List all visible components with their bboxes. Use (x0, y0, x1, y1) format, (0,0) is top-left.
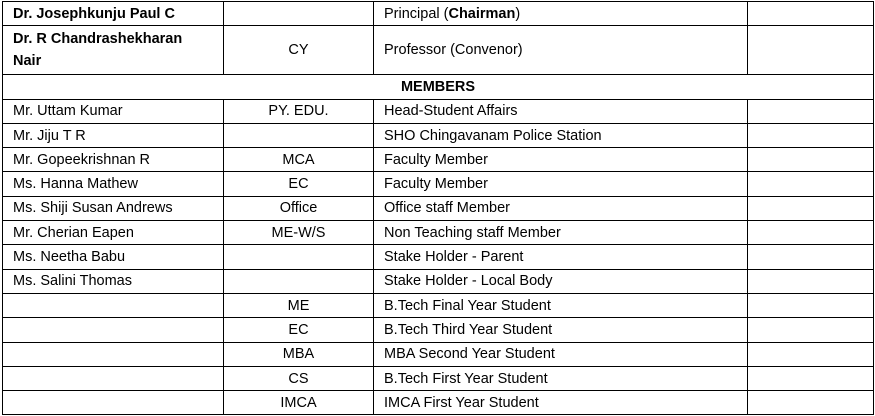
chairman-role-suffix: ) (515, 5, 521, 22)
member-row (3, 391, 874, 415)
empty-cell (748, 391, 874, 415)
chairman-dept (224, 2, 374, 26)
member-row (3, 221, 874, 245)
member-role: Office staff Member (374, 196, 748, 220)
chairman-row (3, 2, 874, 26)
convenor-name: Dr. R Chandrashekharan Nair (3, 26, 224, 75)
member-dept: EC (224, 172, 374, 196)
empty-cell (748, 293, 874, 317)
member-role: Head-Student Affairs (374, 99, 748, 123)
member-row (3, 196, 874, 220)
convenor-row (3, 26, 874, 75)
member-name (3, 366, 224, 390)
member-role: Stake Holder - Parent (374, 245, 748, 269)
member-dept: MCA (224, 148, 374, 172)
member-role: B.Tech Third Year Student (374, 318, 748, 342)
member-row (3, 148, 874, 172)
member-dept: PY. EDU. (224, 99, 374, 123)
member-dept (224, 245, 374, 269)
committee-table-body (3, 2, 874, 415)
member-name: Ms. Shiji Susan Andrews (3, 196, 224, 220)
member-name: Mr. Uttam Kumar (3, 99, 224, 123)
member-name (3, 318, 224, 342)
empty-cell (748, 366, 874, 390)
empty-cell (748, 148, 874, 172)
member-row (3, 99, 874, 123)
member-dept: ME-W/S (224, 221, 374, 245)
member-role: Stake Holder - Local Body (374, 269, 748, 293)
member-dept (224, 123, 374, 147)
empty-cell (748, 26, 874, 75)
member-row (3, 269, 874, 293)
member-role: B.Tech Final Year Student (374, 293, 748, 317)
member-role: Faculty Member (374, 148, 748, 172)
member-name: Ms. Hanna Mathew (3, 172, 224, 196)
empty-cell (748, 123, 874, 147)
member-row (3, 293, 874, 317)
member-dept (224, 269, 374, 293)
member-name: Ms. Salini Thomas (3, 269, 224, 293)
chairman-role-bold: Chairman (448, 5, 516, 22)
member-role: IMCA First Year Student (374, 391, 748, 415)
member-name (3, 342, 224, 366)
members-heading: MEMBERS (3, 75, 874, 99)
member-dept: EC (224, 318, 374, 342)
member-name: Ms. Neetha Babu (3, 245, 224, 269)
member-name (3, 293, 224, 317)
member-name: Mr. Cherian Eapen (3, 221, 224, 245)
member-row (3, 366, 874, 390)
member-role: Non Teaching staff Member (374, 221, 748, 245)
committee-table (2, 1, 874, 415)
member-row (3, 342, 874, 366)
member-dept: Office (224, 196, 374, 220)
empty-cell (748, 196, 874, 220)
empty-cell (748, 221, 874, 245)
member-role: SHO Chingavanam Police Station (374, 123, 748, 147)
member-name: Mr. Gopeekrishnan R (3, 148, 224, 172)
empty-cell (748, 342, 874, 366)
member-name (3, 391, 224, 415)
member-row (3, 318, 874, 342)
member-role: Faculty Member (374, 172, 748, 196)
member-dept: MBA (224, 342, 374, 366)
empty-cell (748, 2, 874, 26)
empty-cell (748, 318, 874, 342)
convenor-role: Professor (Convenor) (374, 26, 748, 75)
member-dept: CS (224, 366, 374, 390)
member-row (3, 172, 874, 196)
members-section-row (3, 75, 874, 99)
chairman-name: Dr. Josephkunju Paul C (3, 2, 224, 26)
member-dept: ME (224, 293, 374, 317)
member-row (3, 123, 874, 147)
member-row (3, 245, 874, 269)
chairman-role (374, 2, 748, 26)
member-role: MBA Second Year Student (374, 342, 748, 366)
empty-cell (748, 245, 874, 269)
chairman-role-prefix: Principal ( (384, 5, 449, 22)
empty-cell (748, 172, 874, 196)
empty-cell (748, 269, 874, 293)
convenor-dept: CY (224, 26, 374, 75)
empty-cell (748, 99, 874, 123)
member-dept: IMCA (224, 391, 374, 415)
member-name: Mr. Jiju T R (3, 123, 224, 147)
member-role: B.Tech First Year Student (374, 366, 748, 390)
